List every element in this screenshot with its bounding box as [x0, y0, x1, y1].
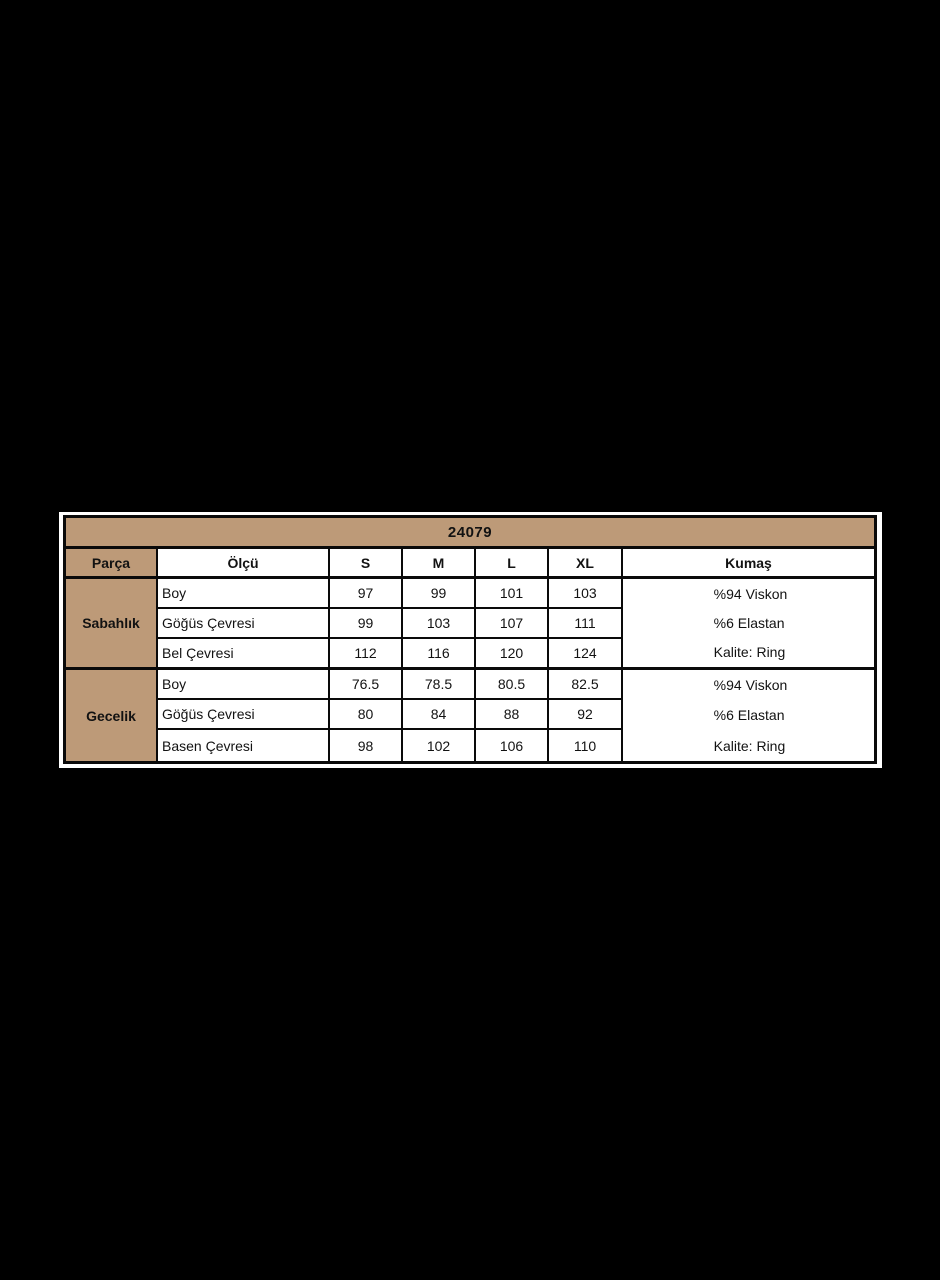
size-value-cell: 99: [403, 579, 476, 609]
fabric-cell-sabahlik: [623, 579, 874, 670]
fabric-line: Kalite: Ring: [713, 737, 786, 754]
size-value-cell: 84: [403, 700, 476, 730]
size-chart-panel: [59, 512, 882, 768]
measure-cell: Basen Çevresi: [158, 730, 330, 761]
column-header-xl: XL: [549, 549, 623, 579]
column-header-m: M: [403, 549, 476, 579]
fabric-line: %94 Viskon: [713, 585, 788, 602]
size-value-cell: 80.5: [476, 670, 549, 700]
measure-cell: Boy: [158, 670, 330, 700]
column-header-kumas: Kumaş: [623, 549, 874, 579]
part-cell-gecelik: Gecelik: [66, 670, 158, 761]
column-header-s: S: [330, 549, 403, 579]
size-value-cell: 111: [549, 609, 623, 639]
fabric-line: %6 Elastan: [713, 614, 785, 631]
size-value-cell: 103: [549, 579, 623, 609]
size-value-cell: 98: [330, 730, 403, 761]
measure-cell: Göğüs Çevresi: [158, 609, 330, 639]
fabric-line: %94 Viskon: [713, 677, 788, 694]
product-code: 24079: [66, 518, 874, 549]
size-chart-table: [63, 515, 877, 764]
column-header-olcu: Ölçü: [158, 549, 330, 579]
size-value-cell: 92: [549, 700, 623, 730]
column-header-parca: Parça: [66, 549, 158, 579]
size-value-cell: 97: [330, 579, 403, 609]
size-value-cell: 99: [330, 609, 403, 639]
size-value-cell: 112: [330, 639, 403, 670]
fabric-line: Kalite: Ring: [713, 644, 786, 661]
size-value-cell: 106: [476, 730, 549, 761]
measure-cell: Göğüs Çevresi: [158, 700, 330, 730]
size-value-cell: 116: [403, 639, 476, 670]
size-value-cell: 78.5: [403, 670, 476, 700]
size-value-cell: 101: [476, 579, 549, 609]
size-value-cell: 107: [476, 609, 549, 639]
size-value-cell: 82.5: [549, 670, 623, 700]
measure-cell: Boy: [158, 579, 330, 609]
fabric-line: %6 Elastan: [713, 707, 785, 724]
size-value-cell: 124: [549, 639, 623, 670]
column-header-l: L: [476, 549, 549, 579]
size-value-cell: 110: [549, 730, 623, 761]
measure-cell: Bel Çevresi: [158, 639, 330, 670]
size-value-cell: 76.5: [330, 670, 403, 700]
part-cell-sabahlik: Sabahlık: [66, 579, 158, 670]
size-value-cell: 120: [476, 639, 549, 670]
size-value-cell: 102: [403, 730, 476, 761]
size-value-cell: 103: [403, 609, 476, 639]
size-value-cell: 88: [476, 700, 549, 730]
fabric-cell-gecelik: [623, 670, 874, 761]
size-value-cell: 80: [330, 700, 403, 730]
